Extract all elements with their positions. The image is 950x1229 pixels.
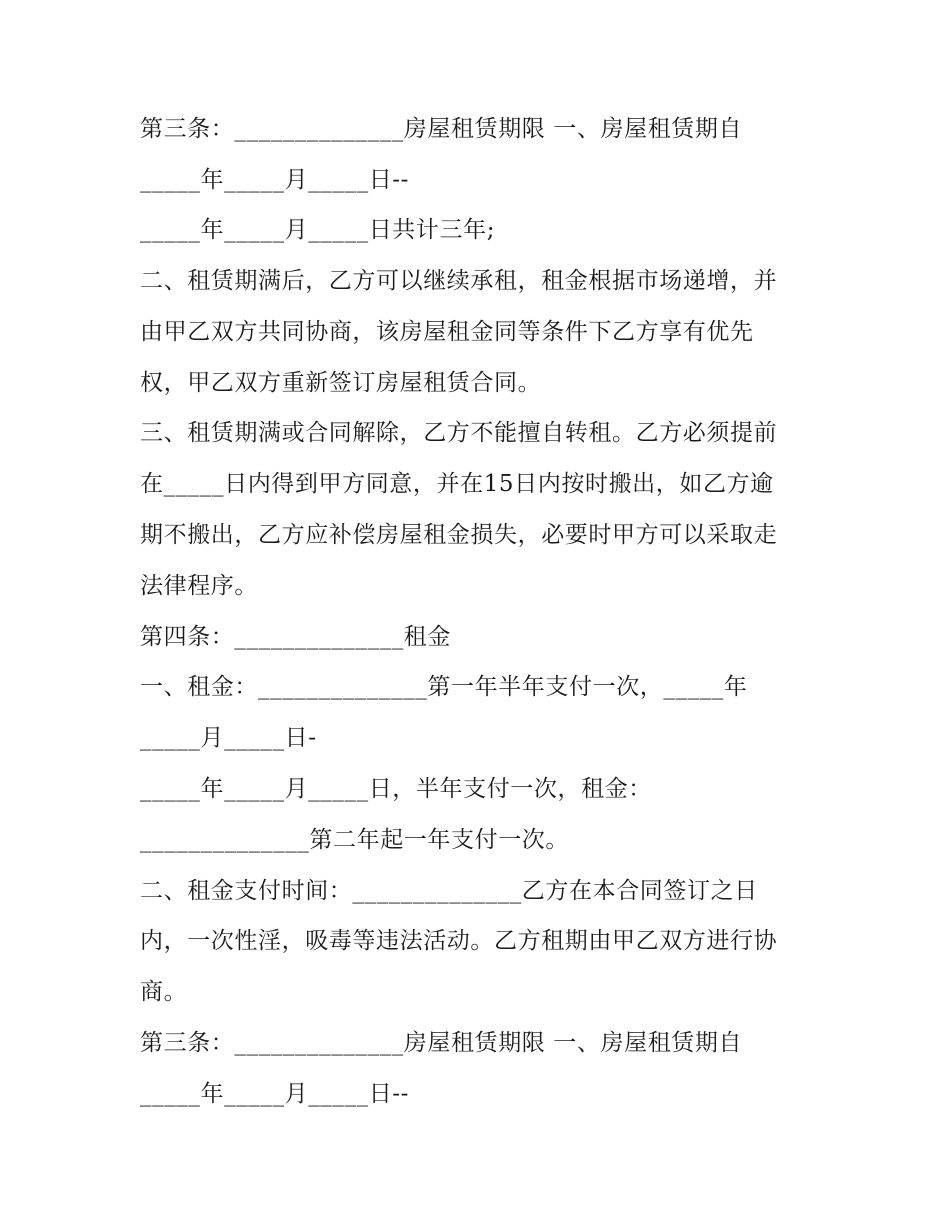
text-line: 第四条：______________租金 [140, 624, 451, 650]
text-line: 权，甲乙双方重新签订房屋租赁合同。 [140, 370, 542, 396]
text-line: 三、租赁期满或合同解除，乙方不能擅自转租。乙方必须提前 [140, 420, 778, 446]
text-line: _____年_____月_____日共计三年; [140, 217, 496, 243]
text-line: 由甲乙双方共同协商，该房屋租金同等条件下乙方享有优先 [140, 319, 754, 345]
text-line: _____年_____月_____日-- [140, 1081, 410, 1107]
text-line: 二、租金支付时间：______________乙方在本合同签订之日 [140, 878, 758, 904]
text-line: _____年_____月_____日-- [140, 167, 410, 193]
text-line: 第三条：______________房屋租赁期限 一、房屋租赁期自 [140, 1030, 743, 1056]
text-line: _____月_____日- [140, 725, 317, 751]
text-line: ______________第二年起一年支付一次。 [140, 827, 569, 853]
text-line: 一、租金：______________第一年半年支付一次，_____年 [140, 674, 748, 700]
text-line: 内，一次性淫，吸毒等违法活动。乙方租期由甲乙双方进行协 [140, 928, 778, 954]
text-line: _____年_____月_____日，半年支付一次，租金： [140, 776, 652, 802]
text-line: 法律程序。 [140, 573, 258, 599]
text-line: 第三条：______________房屋租赁期限 一、房屋租赁期自 [140, 116, 743, 142]
text-line: 期不搬出，乙方应补偿房屋租金损失，必要时甲方可以采取走 [140, 522, 778, 548]
text-line: 二、租赁期满后，乙方可以继续承租，租金根据市场递增，并 [140, 268, 778, 294]
text-line: 在_____日内得到甲方同意，并在15日内按时搬出，如乙方逾 [140, 471, 774, 497]
text-line: 商。 [140, 979, 188, 1005]
